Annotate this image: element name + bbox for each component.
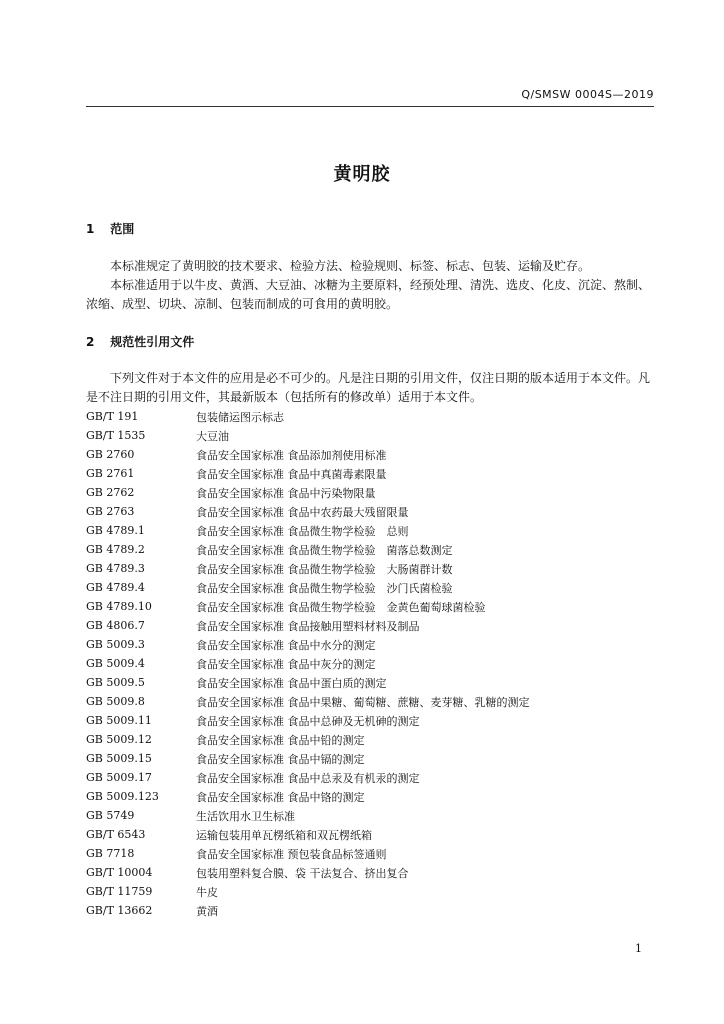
reference-row (86, 521, 658, 540)
reference-title: 食品安全国家标准 食品中农药最大残留限量 (196, 505, 409, 519)
reference-code: GB 4789.10 (86, 600, 152, 613)
reference-code: GB 2760 (86, 448, 135, 461)
document-header-code: Q/SMSW 0004S—2019 (521, 88, 654, 101)
reference-title: 食品安全国家标准 食品中灰分的测定 (196, 657, 376, 671)
reference-row (86, 863, 658, 882)
reference-code: GB 4789.4 (86, 581, 145, 594)
reference-row (86, 749, 658, 768)
section-1-heading (86, 220, 134, 237)
reference-title: 食品安全国家标准 食品添加剂使用标准 (196, 448, 387, 462)
reference-code: GB/T 10004 (86, 866, 153, 879)
reference-row (86, 635, 658, 654)
reference-title: 食品安全国家标准 食品微生物学检验 沙门氏菌检验 (196, 581, 453, 595)
page-number: 1 (635, 942, 642, 955)
reference-row (86, 464, 658, 483)
reference-code: GB 2763 (86, 505, 135, 518)
reference-row (86, 616, 658, 635)
reference-code: GB 4789.1 (86, 524, 145, 537)
reference-row (86, 445, 658, 464)
reference-code: GB 5009.12 (86, 733, 152, 746)
reference-code: GB 5009.3 (86, 638, 145, 651)
reference-row (86, 882, 658, 901)
reference-code: GB/T 191 (86, 410, 139, 423)
reference-code: GB 4789.3 (86, 562, 145, 575)
reference-row (86, 787, 658, 806)
reference-code: GB 5009.11 (86, 714, 152, 727)
reference-title: 食品安全国家标准 食品中水分的测定 (196, 638, 376, 652)
section-2-intro: 下列文件对于本文件的应用是必不可少的。凡是注日期的引用文件，仅注日期的版本适用于本文件。凡是不注日期的引用文件，其最新版本（包括所有的修改单）适用于本文件。 (86, 371, 651, 404)
reference-row (86, 483, 658, 502)
reference-title: 食品安全国家标准 食品中真菌毒素限量 (196, 467, 387, 481)
reference-title: 食品安全国家标准 食品中总砷及无机砷的测定 (196, 714, 420, 728)
reference-title: 食品安全国家标准 食品接触用塑料材料及制品 (196, 619, 420, 633)
reference-code: GB 2761 (86, 467, 135, 480)
reference-code: GB/T 1535 (86, 429, 146, 442)
reference-row (86, 806, 658, 825)
reference-code: GB 4789.2 (86, 543, 145, 556)
reference-title: 食品安全国家标准 食品微生物学检验 大肠菌群计数 (196, 562, 453, 576)
reference-row (86, 768, 658, 787)
reference-row (86, 844, 658, 863)
section-1-number: 1 (86, 222, 95, 236)
reference-row (86, 578, 658, 597)
reference-code: GB 4806.7 (86, 619, 145, 632)
reference-code: GB 2762 (86, 486, 135, 499)
reference-title: 食品安全国家标准 食品中铅的测定 (196, 733, 365, 747)
reference-row (86, 825, 658, 844)
reference-code: GB/T 11759 (86, 885, 153, 898)
section-2-heading (86, 333, 194, 350)
reference-title: 食品安全国家标准 预包装食品标签通则 (196, 847, 387, 861)
reference-title: 食品安全国家标准 食品中镉的测定 (196, 752, 365, 766)
reference-title: 食品安全国家标准 食品微生物学检验 总则 (196, 524, 409, 538)
section-1-title: 范围 (110, 222, 135, 236)
reference-code: GB 5009.5 (86, 676, 145, 689)
reference-row (86, 597, 658, 616)
reference-title: 运输包装用单瓦楞纸箱和双瓦楞纸箱 (196, 828, 372, 842)
reference-title: 食品安全国家标准 食品微生物学检验 金黄色葡萄球菌检验 (196, 600, 486, 614)
reference-code: GB 5009.4 (86, 657, 145, 670)
section-2-number: 2 (86, 335, 95, 349)
reference-row (86, 692, 658, 711)
reference-row (86, 502, 658, 521)
reference-title: 大豆油 (196, 429, 229, 443)
reference-title: 牛皮 (196, 885, 218, 899)
reference-row (86, 711, 658, 730)
reference-row (86, 730, 658, 749)
reference-row (86, 559, 658, 578)
reference-code: GB/T 6543 (86, 828, 146, 841)
reference-code: GB 5009.8 (86, 695, 145, 708)
reference-title: 食品安全国家标准 食品微生物学检验 菌落总数测定 (196, 543, 453, 557)
reference-code: GB 7718 (86, 847, 135, 860)
reference-code: GB/T 13662 (86, 904, 153, 917)
reference-code: GB 5009.17 (86, 771, 152, 784)
reference-title: 食品安全国家标准 食品中总汞及有机汞的测定 (196, 771, 420, 785)
document-title: 黄明胶 (333, 164, 391, 185)
reference-title: 黄酒 (196, 904, 218, 918)
reference-row (86, 901, 658, 920)
section-1-paragraph-1: 本标准规定了黄明胶的技术要求、检验方法、检验规则、标签、标志、包装、运输及贮存。 (110, 259, 591, 273)
header-rule (86, 106, 654, 107)
reference-row (86, 407, 658, 426)
reference-title: 生活饮用水卫生标准 (196, 809, 295, 823)
reference-row (86, 654, 658, 673)
reference-code: GB 5009.123 (86, 790, 159, 803)
reference-title: 包装储运图示标志 (196, 410, 284, 424)
reference-title: 包装用塑料复合膜、袋 干法复合、挤出复合 (196, 866, 409, 880)
reference-code: GB 5749 (86, 809, 135, 822)
reference-row (86, 426, 658, 445)
reference-title: 食品安全国家标准 食品中蛋白质的测定 (196, 676, 387, 690)
section-1-paragraph-2: 本标准适用于以牛皮、黄酒、大豆油、冰糖为主要原料，经预处理、清洗、选皮、化皮、沉淀、熬制、浓缩、成型、切块、凉制、包装而制成的可食用的黄明胶。 (86, 278, 651, 311)
reference-title: 食品安全国家标准 食品中铬的测定 (196, 790, 365, 804)
reference-list (86, 407, 658, 920)
reference-row (86, 540, 658, 559)
reference-row (86, 673, 658, 692)
reference-title: 食品安全国家标准 食品中污染物限量 (196, 486, 376, 500)
reference-title: 食品安全国家标准 食品中果糖、葡萄糖、蔗糖、麦芽糖、乳糖的测定 (196, 695, 530, 709)
reference-code: GB 5009.15 (86, 752, 152, 765)
section-2-title: 规范性引用文件 (110, 335, 195, 349)
